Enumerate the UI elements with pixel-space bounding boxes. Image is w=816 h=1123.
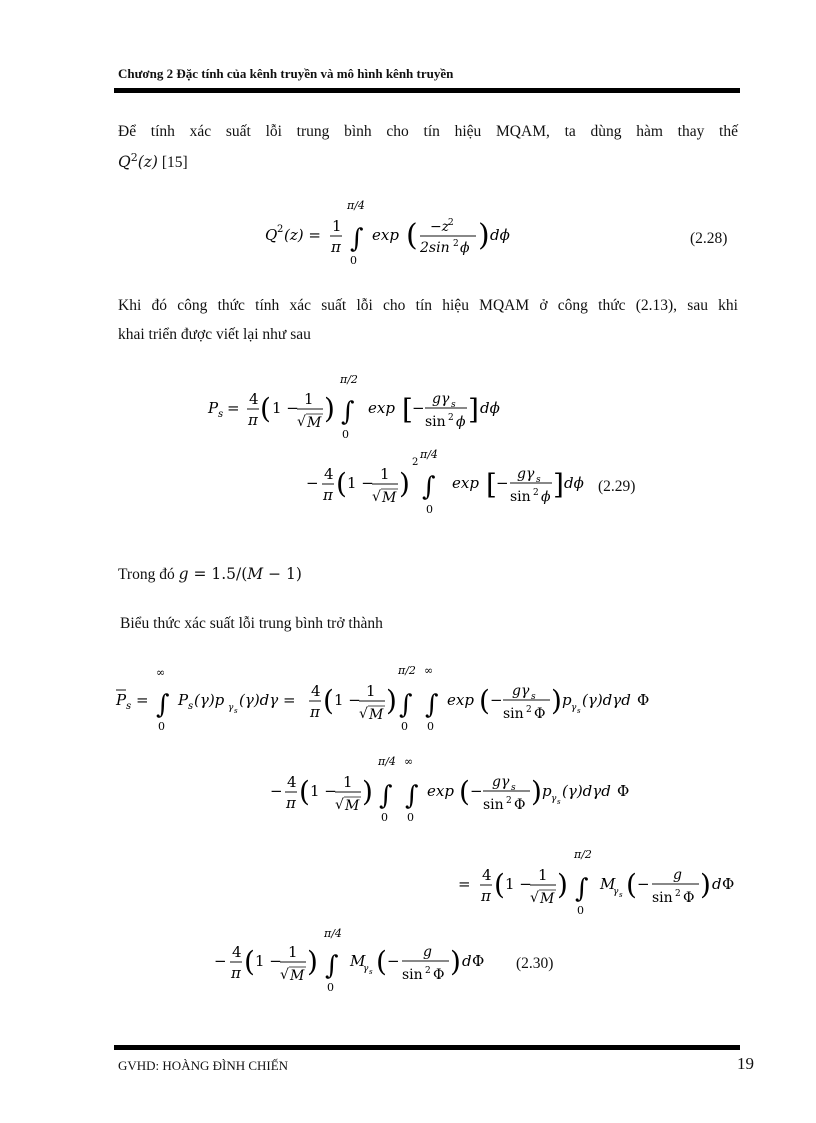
svg-text:∞: ∞	[424, 664, 434, 677]
svg-text:P: P	[178, 691, 189, 709]
svg-text:(γ)dγd: (γ)dγd	[582, 691, 631, 709]
svg-text:γ: γ	[613, 887, 619, 897]
svg-text:−: −	[470, 782, 483, 800]
svg-text:∫: ∫	[156, 690, 170, 720]
svg-text:(: (	[479, 684, 490, 717]
svg-text:1: 1	[366, 682, 376, 700]
svg-text:−: −	[412, 399, 425, 417]
svg-text:s: s	[531, 692, 536, 702]
svg-text:sin: sin	[425, 414, 446, 430]
svg-text:(: (	[299, 775, 310, 808]
svg-text:1: 1	[288, 943, 298, 961]
svg-text:∫: ∫	[425, 690, 439, 720]
svg-text:∫: ∫	[422, 472, 436, 502]
svg-text:1: 1	[380, 465, 390, 483]
svg-text:Φ: Φ	[514, 797, 526, 813]
svg-text:2: 2	[448, 413, 454, 423]
svg-text:s: s	[577, 707, 581, 715]
svg-text:exp: exp	[427, 782, 454, 800]
svg-text:0: 0	[350, 254, 357, 267]
svg-text:p: p	[562, 691, 572, 709]
svg-text:(: (	[336, 467, 347, 500]
equation-2-30	[110, 660, 750, 1000]
svg-text:s: s	[218, 409, 224, 420]
svg-text:exp: exp	[452, 474, 479, 492]
svg-text:dϕ: dϕ	[564, 474, 584, 492]
svg-text:4: 4	[287, 773, 297, 791]
svg-text:]: ]	[553, 468, 564, 501]
svg-text:π: π	[231, 964, 241, 982]
svg-text:π: π	[323, 486, 333, 504]
svg-text:ϕ: ϕ	[460, 240, 470, 256]
svg-text:Φ: Φ	[534, 706, 546, 722]
svg-text:Φ: Φ	[472, 952, 485, 970]
svg-text:exp: exp	[447, 691, 474, 709]
svg-text:): )	[478, 218, 490, 253]
footer-advisor: GVHD: HOÀNG ĐÌNH CHIẾN	[118, 1058, 289, 1073]
svg-text:s: s	[619, 891, 623, 899]
svg-text:0: 0	[381, 811, 388, 824]
svg-text:∫: ∫	[350, 224, 364, 254]
svg-text:π/4: π/4	[324, 927, 342, 940]
svg-text:(: (	[260, 392, 271, 425]
svg-text:=: =	[227, 399, 240, 417]
svg-text:∫: ∫	[379, 781, 393, 811]
svg-text:sin: sin	[483, 797, 504, 813]
svg-text:γ: γ	[228, 703, 234, 713]
svg-text:−z: −z	[430, 219, 450, 235]
svg-text:2: 2	[453, 239, 459, 249]
svg-text:s: s	[369, 968, 373, 976]
svg-text:(: (	[626, 868, 637, 901]
svg-text:∞: ∞	[156, 666, 166, 679]
where-definition	[118, 565, 302, 584]
svg-text:γ: γ	[363, 964, 369, 974]
svg-text:1 −: 1 −	[255, 952, 282, 970]
svg-text:p: p	[542, 782, 552, 800]
svg-text:=: =	[136, 691, 149, 709]
svg-text:d: d	[462, 952, 472, 970]
svg-text:Q: Q	[265, 226, 278, 244]
svg-text:M: M	[382, 490, 397, 506]
svg-text:2: 2	[412, 457, 419, 468]
svg-text:P: P	[116, 691, 127, 709]
equation-2-28	[250, 195, 740, 270]
svg-text:[: [	[486, 468, 497, 501]
svg-text:1: 1	[304, 390, 314, 408]
g-definition: g = 1.5/(M − 1)	[178, 565, 302, 583]
equation-number-2-29: (2.29)	[598, 478, 636, 495]
svg-text:√: √	[280, 967, 289, 983]
q-squared-symbol: $Q^2(z)$	[118, 151, 158, 172]
svg-text:(: (	[494, 868, 505, 901]
svg-text:): )	[362, 775, 373, 808]
svg-text:0: 0	[577, 904, 584, 917]
svg-text:−: −	[306, 474, 319, 492]
svg-text:ϕ: ϕ	[541, 489, 551, 505]
svg-text:s: s	[188, 701, 194, 712]
svg-text:g: g	[673, 867, 682, 883]
svg-text:4: 4	[249, 390, 259, 408]
paragraph-1-line-1: Để tính xác suất lỗi trung bình cho tín hiệu MQAM, ta dùng hàm thay thế	[118, 123, 738, 140]
svg-text:(γ)p: (γ)p	[194, 691, 225, 709]
svg-text:Φ: Φ	[683, 890, 695, 906]
svg-text:0: 0	[426, 503, 433, 516]
svg-text:(γ)dγd: (γ)dγd	[562, 782, 611, 800]
equation-number-2-30: (2.30)	[516, 955, 554, 972]
svg-text:(z) =: (z) =	[284, 226, 321, 244]
svg-text:1 −: 1 −	[334, 691, 361, 709]
svg-text:π/4: π/4	[378, 755, 396, 768]
svg-text:−: −	[387, 952, 400, 970]
svg-text:∫: ∫	[575, 874, 589, 904]
svg-text:1: 1	[332, 217, 342, 235]
svg-text:−: −	[270, 782, 283, 800]
svg-text:M: M	[290, 968, 305, 984]
svg-text:): )	[324, 392, 335, 425]
svg-text:π/2: π/2	[340, 373, 358, 386]
svg-text:Φ: Φ	[617, 782, 630, 800]
page-number: 19	[737, 1054, 754, 1073]
svg-text:2: 2	[277, 224, 284, 235]
svg-text:0: 0	[158, 720, 165, 733]
svg-text:s: s	[126, 701, 132, 712]
svg-text:dϕ: dϕ	[480, 399, 500, 417]
svg-text:(: (	[406, 218, 418, 253]
svg-text:M: M	[600, 875, 616, 893]
svg-text:0: 0	[427, 720, 434, 733]
svg-text:−: −	[214, 952, 227, 970]
svg-text:s: s	[536, 475, 541, 485]
svg-text:√: √	[359, 706, 368, 722]
svg-text:(: (	[323, 684, 334, 717]
svg-text:exp: exp	[372, 226, 399, 244]
svg-text:M: M	[350, 952, 366, 970]
svg-text:1: 1	[343, 773, 353, 791]
svg-text:Φ: Φ	[722, 875, 735, 893]
svg-text:γ: γ	[571, 703, 577, 713]
svg-text:M: M	[307, 415, 322, 431]
svg-text:π/2: π/2	[398, 664, 416, 677]
svg-text:(: (	[459, 775, 470, 808]
svg-text:4: 4	[232, 943, 242, 961]
svg-text:π/2: π/2	[574, 848, 592, 861]
svg-text:sin: sin	[510, 489, 531, 505]
svg-text:2: 2	[675, 889, 681, 899]
svg-text:(γ)dγ =: (γ)dγ =	[239, 691, 296, 709]
svg-text:∫: ∫	[399, 690, 413, 720]
paragraph-2-line-2: khai triển được viết lại như sau	[118, 326, 311, 343]
svg-text:=: =	[458, 875, 471, 893]
paragraph-2-line-1: Khi đó công thức tính xác suất lỗi cho tín hiệu MQAM ở công thức (2.13), sau khi	[118, 297, 738, 314]
svg-text:[: [	[402, 393, 413, 426]
svg-text:1: 1	[538, 866, 548, 884]
svg-text:): )	[551, 684, 562, 717]
svg-text:π: π	[286, 794, 296, 812]
svg-text:√: √	[530, 890, 539, 906]
svg-text:1 −: 1 −	[505, 875, 532, 893]
svg-text:π: π	[248, 411, 258, 429]
svg-text:−: −	[496, 474, 509, 492]
svg-text:∫: ∫	[341, 397, 355, 427]
svg-text:0: 0	[342, 428, 349, 441]
svg-text:0: 0	[401, 720, 408, 733]
svg-text:1 −: 1 −	[272, 399, 299, 417]
svg-text:g: g	[423, 944, 432, 960]
svg-text:√: √	[297, 414, 306, 430]
svg-text:]: ]	[468, 393, 479, 426]
svg-text:M: M	[369, 707, 384, 723]
page-header-title: Chương 2 Đặc tính của kênh truyền và mô hình kênh truyền	[118, 66, 454, 81]
svg-text:π: π	[481, 887, 491, 905]
svg-text:exp: exp	[368, 399, 395, 417]
svg-text:π/4: π/4	[347, 199, 365, 212]
svg-text:π: π	[310, 703, 320, 721]
svg-text:−: −	[637, 875, 650, 893]
svg-text:s: s	[451, 400, 456, 410]
svg-text:−: −	[490, 691, 503, 709]
svg-text:0: 0	[327, 981, 334, 994]
svg-text:∫: ∫	[405, 781, 419, 811]
svg-text:s: s	[234, 707, 238, 715]
svg-text:0: 0	[407, 811, 414, 824]
svg-text:): )	[399, 467, 410, 500]
svg-text:4: 4	[482, 866, 492, 884]
svg-text:gγ: gγ	[512, 683, 530, 699]
svg-text:): )	[450, 945, 461, 978]
equation-2-29	[200, 370, 670, 520]
paragraph-1-line-2	[118, 151, 188, 172]
svg-text:4: 4	[324, 465, 334, 483]
svg-text:2: 2	[533, 488, 539, 498]
svg-text:π/4: π/4	[420, 448, 438, 461]
svg-text:γ: γ	[551, 794, 557, 804]
svg-text:sin: sin	[503, 706, 524, 722]
footer-rule	[114, 1045, 740, 1050]
svg-text:1 −: 1 −	[347, 474, 374, 492]
svg-text:s: s	[557, 798, 561, 806]
svg-text:M: M	[345, 798, 360, 814]
svg-text:Φ: Φ	[637, 691, 650, 709]
svg-text:1 −: 1 −	[310, 782, 337, 800]
svg-text:P: P	[208, 399, 219, 417]
svg-text:2: 2	[425, 966, 431, 976]
svg-text:d: d	[712, 875, 722, 893]
svg-text:sin: sin	[402, 967, 423, 983]
svg-text:4: 4	[311, 682, 321, 700]
reference-15: [15]	[161, 154, 188, 172]
svg-text:2: 2	[506, 796, 512, 806]
equation-number-2-28: (2.28)	[690, 230, 728, 247]
svg-text:): )	[700, 868, 711, 901]
svg-text:2sin: 2sin	[420, 240, 450, 256]
svg-text:∫: ∫	[325, 951, 339, 981]
svg-text:): )	[531, 775, 542, 808]
header-rule	[114, 88, 740, 93]
svg-text:2: 2	[448, 218, 454, 228]
svg-text:√: √	[372, 489, 381, 505]
svg-text:√: √	[335, 797, 344, 813]
svg-text:gγ: gγ	[432, 391, 450, 407]
svg-text:sin: sin	[652, 890, 673, 906]
svg-text:ϕ: ϕ	[456, 414, 466, 430]
svg-text:gγ: gγ	[517, 466, 535, 482]
svg-text:π: π	[331, 238, 341, 256]
svg-text:gγ: gγ	[492, 774, 510, 790]
svg-text:∞: ∞	[404, 755, 414, 768]
where-label: Trong đó	[118, 566, 175, 583]
svg-text:): )	[386, 684, 397, 717]
svg-text:): )	[307, 945, 318, 978]
svg-text:2: 2	[526, 705, 532, 715]
svg-text:): )	[557, 868, 568, 901]
paragraph-3: Biểu thức xác suất lỗi trung bình trở thành	[120, 615, 383, 632]
svg-text:(: (	[244, 945, 255, 978]
svg-text:dϕ: dϕ	[490, 226, 510, 244]
svg-text:(: (	[376, 945, 387, 978]
svg-text:M: M	[540, 891, 555, 907]
svg-text:Φ: Φ	[433, 967, 445, 983]
svg-text:s: s	[511, 783, 516, 793]
